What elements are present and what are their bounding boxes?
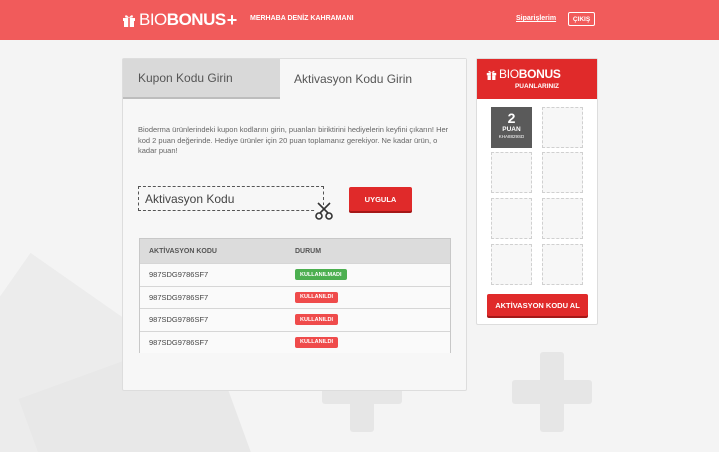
points-subtitle: PUANLARINIZ (514, 83, 560, 90)
activation-code-input[interactable] (145, 190, 305, 208)
table-row (140, 286, 450, 309)
points-panel (476, 58, 598, 325)
point-slot-empty (542, 107, 583, 148)
column-header-status: DURUM (295, 247, 322, 255)
background-plus-icon (512, 352, 592, 432)
points-header (477, 59, 597, 99)
gift-icon (486, 69, 497, 80)
orders-link[interactable]: Siparişlerim (516, 15, 557, 22)
point-slot-empty (542, 244, 583, 285)
point-slot-empty (491, 152, 532, 193)
activation-code-cell: 987SDG9786SF7 (149, 337, 209, 347)
tab-coupon-code[interactable]: Kupon Kodu Girin (123, 59, 280, 99)
activation-code-cell: 987SDG9786SF7 (149, 315, 209, 325)
apply-button[interactable]: UYGULA (349, 187, 412, 211)
column-header-code: AKTİVASYON KODU (149, 247, 217, 255)
logo-bio-text: BIO (139, 10, 167, 29)
logo-plus-text: + (226, 9, 238, 30)
table-row (140, 263, 450, 286)
table-header (140, 239, 450, 263)
activation-code-table (139, 238, 451, 353)
main-panel (122, 58, 467, 391)
point-slot-empty (491, 244, 532, 285)
points-logo-bio: BIO (499, 67, 519, 81)
status-badge: KULLANILDI (295, 292, 338, 303)
activation-code-cell: 987SDG9786SF7 (149, 270, 209, 280)
gift-icon (122, 13, 136, 27)
tab-activation-code[interactable]: Aktivasyon Kodu Girin (280, 59, 466, 99)
scissors-icon (313, 201, 335, 221)
points-logo (486, 67, 561, 81)
point-code: KHA8829SD (498, 134, 525, 139)
point-slot-empty (491, 198, 532, 239)
status-badge: KULLANILDI (295, 314, 338, 325)
point-value: 2 (507, 110, 516, 126)
points-logo-bonus: BONUS (518, 67, 561, 81)
point-unit: PUAN (502, 126, 521, 133)
get-activation-code-button[interactable]: AKTİVASYON KODU AL (487, 294, 588, 316)
logo-bonus-text: BONUS (166, 10, 226, 29)
status-badge: KULLANILDI (295, 337, 338, 348)
point-slot-filled (491, 107, 532, 148)
tab-bar (123, 59, 466, 99)
status-badge: KULLANILMADI (295, 269, 347, 280)
point-slot-empty (542, 152, 583, 193)
logout-button[interactable]: ÇIKIŞ (568, 12, 595, 26)
table-row (140, 331, 450, 354)
activation-code-cell: 987SDG9786SF7 (149, 292, 209, 302)
point-slot-empty (542, 198, 583, 239)
table-row (140, 308, 450, 331)
biobonus-logo[interactable] (122, 9, 237, 31)
user-greeting: MERHABA DENİZ KAHRAMANI (250, 15, 354, 22)
description-text: Bioderma ürünlerindeki kupon kodlarını girin, puanları biriktirini hediyelerin keyfini çıkarın! Her kod 2 puan değerinde. Hediye ürünler için 20 puan toplamanız gerekiyor. Ne kadar ürün, o kadar puan! (138, 125, 449, 155)
top-header (0, 0, 719, 40)
